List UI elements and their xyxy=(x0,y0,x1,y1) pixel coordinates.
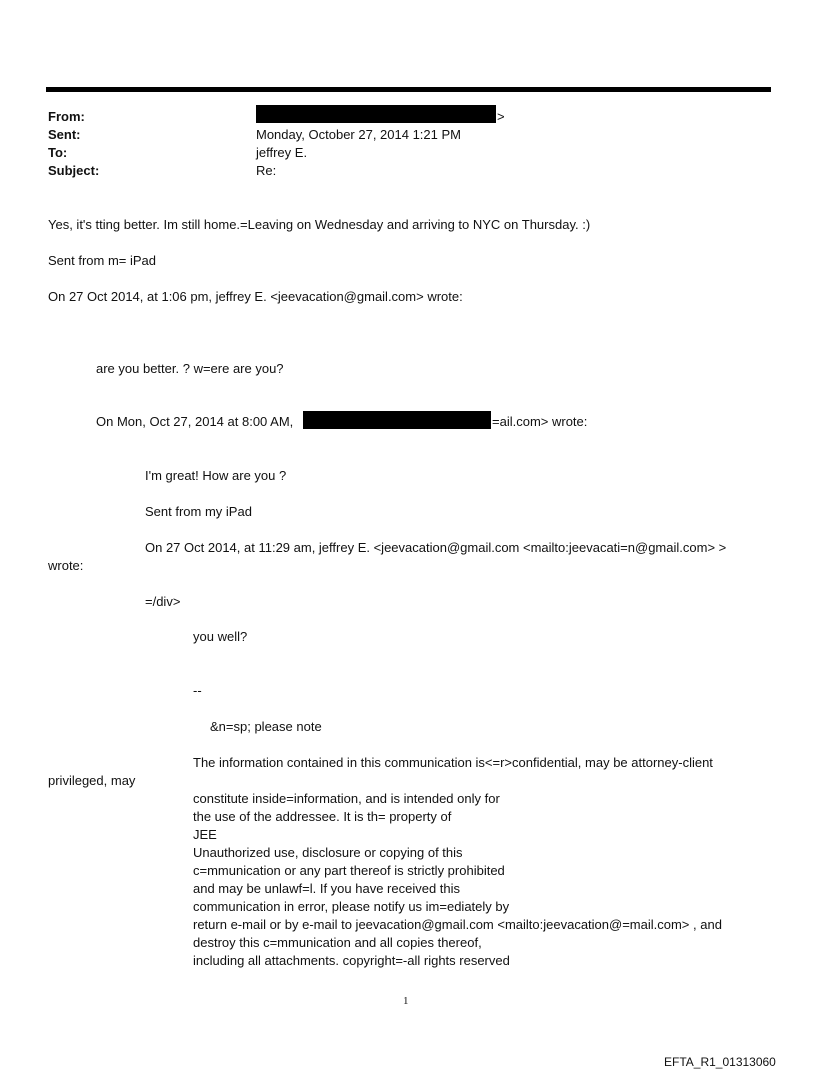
disclaimer-line-11: including all attachments. copyright=-all rights reserved xyxy=(193,953,510,968)
disclaimer-line-6: c=mmunication or any part thereof is strictly prohibited xyxy=(193,863,505,878)
quote-1-line-2-prefix: On Mon, Oct 27, 2014 at 8:00 AM, xyxy=(96,414,294,429)
quote-2-line-1: I'm great! How are you ? xyxy=(145,468,287,483)
disclaimer-line-10: destroy this c=mmunication and all copies thereof, xyxy=(193,935,482,950)
body-line-3: On 27 Oct 2014, at 1:06 pm, jeffrey E. <jeevacation@gmail.com> wrote: xyxy=(48,289,463,304)
disclaimer-line-1: The information contained in this communication is<=r>confidential, may be attorney-client xyxy=(193,755,713,770)
document-id: EFTA_R1_01313060 xyxy=(664,1055,776,1069)
body-line-1: Yes, it's tting better. Im still home.=Leaving on Wednesday and arriving to NYC on Thursday. :) xyxy=(48,217,591,232)
subject-label: Subject: xyxy=(48,163,100,178)
quote-3-line-1: you well? xyxy=(193,629,248,644)
disclaimer-line-4: JEE xyxy=(193,827,217,842)
quote-2-line-2: Sent from my iPad xyxy=(145,504,252,519)
redaction-box-from xyxy=(256,105,496,123)
disclaimer-line-1-wrap: privileged, may xyxy=(48,773,136,788)
page-number: 1 xyxy=(403,995,409,1007)
quote-2-line-3: On 27 Oct 2014, at 11:29 am, jeffrey E. <jeevacation@gmail.com <mailto:jeevacati=n@gmail.com> > xyxy=(145,540,727,555)
redaction-box-quote xyxy=(303,411,491,429)
quote-1-line-1: are you better. ? w=ere are you? xyxy=(96,361,284,376)
disclaimer-line-2: constitute inside=information, and is intended only for xyxy=(193,791,500,806)
from-label: From: xyxy=(48,109,85,124)
to-label: To: xyxy=(48,145,68,160)
quote-2-line-3-wrap: wrote: xyxy=(48,558,84,573)
disclaimer-line-5: Unauthorized use, disclosure or copying of this xyxy=(193,845,463,860)
sent-label: Sent: xyxy=(48,127,81,142)
disclaimer-line-3: the use of the addressee. It is th= property of xyxy=(193,809,452,824)
please-note-line: &n=sp; please note xyxy=(210,719,322,734)
quote-1-line-2-suffix: =ail.com> wrote: xyxy=(492,414,588,429)
header-rule xyxy=(46,87,771,92)
disclaimer-line-8: communication in error, please notify us im=ediately by xyxy=(193,899,510,914)
disclaimer-line-7: and may be unlawf=l. If you have received this xyxy=(193,881,461,896)
body-line-2: Sent from m= iPad xyxy=(48,253,157,268)
sent-value: Monday, October 27, 2014 1:21 PM xyxy=(256,127,461,142)
disclaimer-line-9: return e-mail or by e-mail to jeevacation@gmail.com <mailto:jeevacation@=mail.com> , and xyxy=(193,917,722,932)
from-value-suffix: > xyxy=(497,109,505,124)
subject-value: Re: xyxy=(256,163,277,178)
div-tag-text: =/div> xyxy=(145,594,181,609)
signature-separator: -- xyxy=(193,683,202,698)
to-value: jeffrey E. xyxy=(256,145,308,160)
